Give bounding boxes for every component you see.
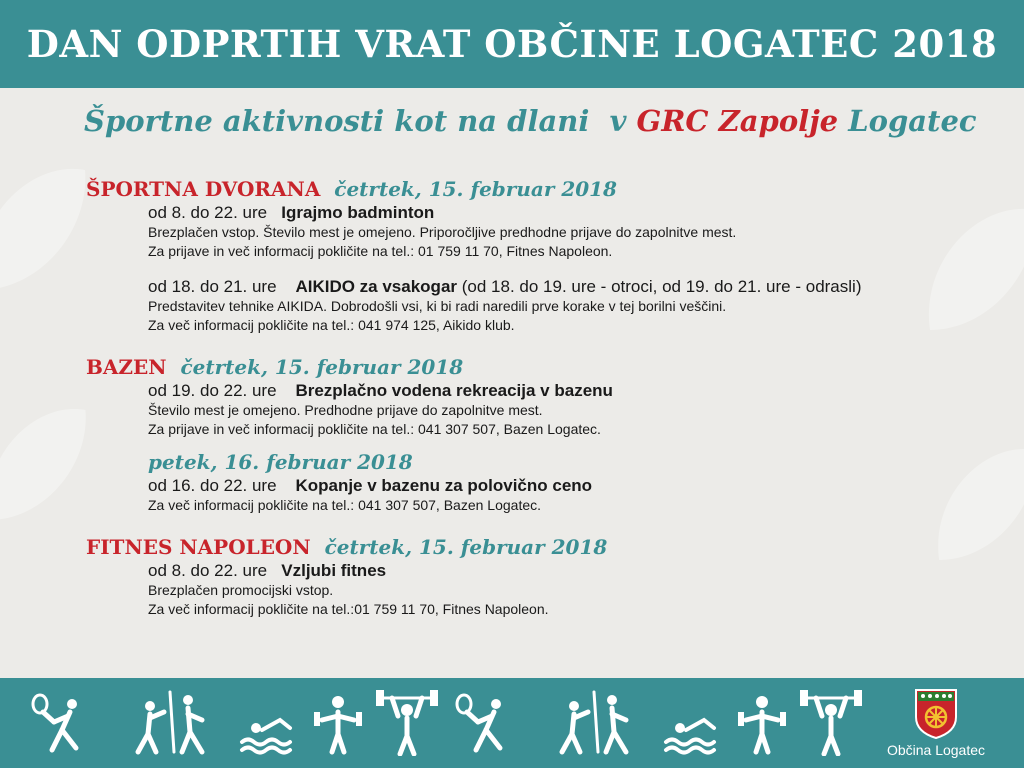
activity [148,276,1006,335]
footer-sports-banner [0,678,1024,768]
activity-title: Igrajmo badminton [281,203,435,222]
activity-header [148,202,1006,223]
municipality-crest-icon [913,687,959,739]
venue-name: FITNES NAPOLEON [86,535,311,559]
activity-title: AIKIDO za vsakogar [295,277,458,296]
activity-title: Vzljubi fitnes [281,561,387,580]
subtitle-text: Športne aktivnosti kot na dlani [84,104,590,138]
subtitle-venue-highlight: GRC Zapolje [636,104,839,138]
activity [148,475,1006,515]
activity-contact: Za več informacij pokličite na tel.: 041 974 125, Aikido klub. [148,317,515,333]
badminton-icon [452,690,518,756]
fitness-icon [308,690,368,756]
section-heading [86,176,1006,202]
activity-time: od 16. do 22. ure [148,476,277,495]
aikido-icon [550,690,640,756]
activity-title-note: (od 18. do 19. ure - otroci, od 19. do 21. ure - odrasli) [461,277,862,296]
section-sportna-dvorana [86,176,1006,335]
subtitle [84,104,977,138]
activity-header [148,380,1006,401]
activity-contact: Za prijave in več informacij pokličite na tel.: 01 759 11 70, Fitnes Napoleon. [148,243,613,259]
activity-header [148,560,1006,581]
leaf-decoration [0,400,90,530]
activity-detail: Število mest je omejeno. Predhodne prijave do zapolnitve mest. [148,402,543,418]
activity-time: od 8. do 22. ure [148,203,268,222]
activity [148,560,1006,619]
page-title: DAN ODPRTIH VRAT OBČINE LOGATEC 2018 [26,22,998,66]
activity-detail: Brezplačen vstop. Število mest je omejeno. Priporočljive predhodne prijave do zapolnitve mest. [148,224,737,240]
activity-detail: Predstavitev tehnike AIKIDA. Dobrodošli vsi, ki bi radi naredili prve korake v tej borilni veščini. [148,298,727,314]
municipality-label: Občina Logatec [886,742,986,758]
activity-header [148,276,1006,297]
activity-time: od 19. do 22. ure [148,381,277,400]
activity-detail: Brezplačen promocijski vstop. [148,582,334,598]
event-date: četrtek, 15. februar 2018 [324,535,608,559]
event-date: petek, 16. februar 2018 [148,450,413,474]
activity-title: Kopanje v bazenu za polovično ceno [295,476,593,495]
activity-header [148,475,1006,496]
subtitle-connector: v [609,104,627,138]
section-fitnes-napoleon [86,534,1006,619]
event-date: četrtek, 15. februar 2018 [334,177,617,201]
swimming-icon [662,690,722,756]
activity [148,202,1006,261]
weightlifting-icon [374,690,440,756]
subtitle-town: Logatec [848,104,977,138]
aikido-icon [126,690,216,756]
section-heading [86,354,1006,380]
activity-contact: Za več informacij pokličite na tel.: 041 307 507, Bazen Logatec. [148,497,542,513]
venue-name: ŠPORTNA DVORANA [86,177,321,201]
page-header [0,0,1024,88]
fitness-icon [732,690,792,756]
venue-name: BAZEN [86,355,167,379]
event-date: četrtek, 15. februar 2018 [180,355,464,379]
badminton-icon [28,690,94,756]
schedule [86,176,1006,619]
leaf-decoration [0,160,90,300]
activity-title: Brezplačno vodena rekreacija v bazenu [295,381,613,400]
section-heading [86,534,1006,560]
swimming-icon [238,690,298,756]
activity [148,380,1006,439]
activity-contact: Za prijave in več informacij pokličite na tel.: 041 307 507, Bazen Logatec. [148,421,601,437]
activity-contact: Za več informacij pokličite na tel.:01 759 11 70, Fitnes Napoleon. [148,601,549,617]
activity-time: od 18. do 21. ure [148,277,277,296]
activity-time: od 8. do 22. ure [148,561,268,580]
weightlifting-icon [798,690,864,756]
section-bazen [86,354,1006,515]
